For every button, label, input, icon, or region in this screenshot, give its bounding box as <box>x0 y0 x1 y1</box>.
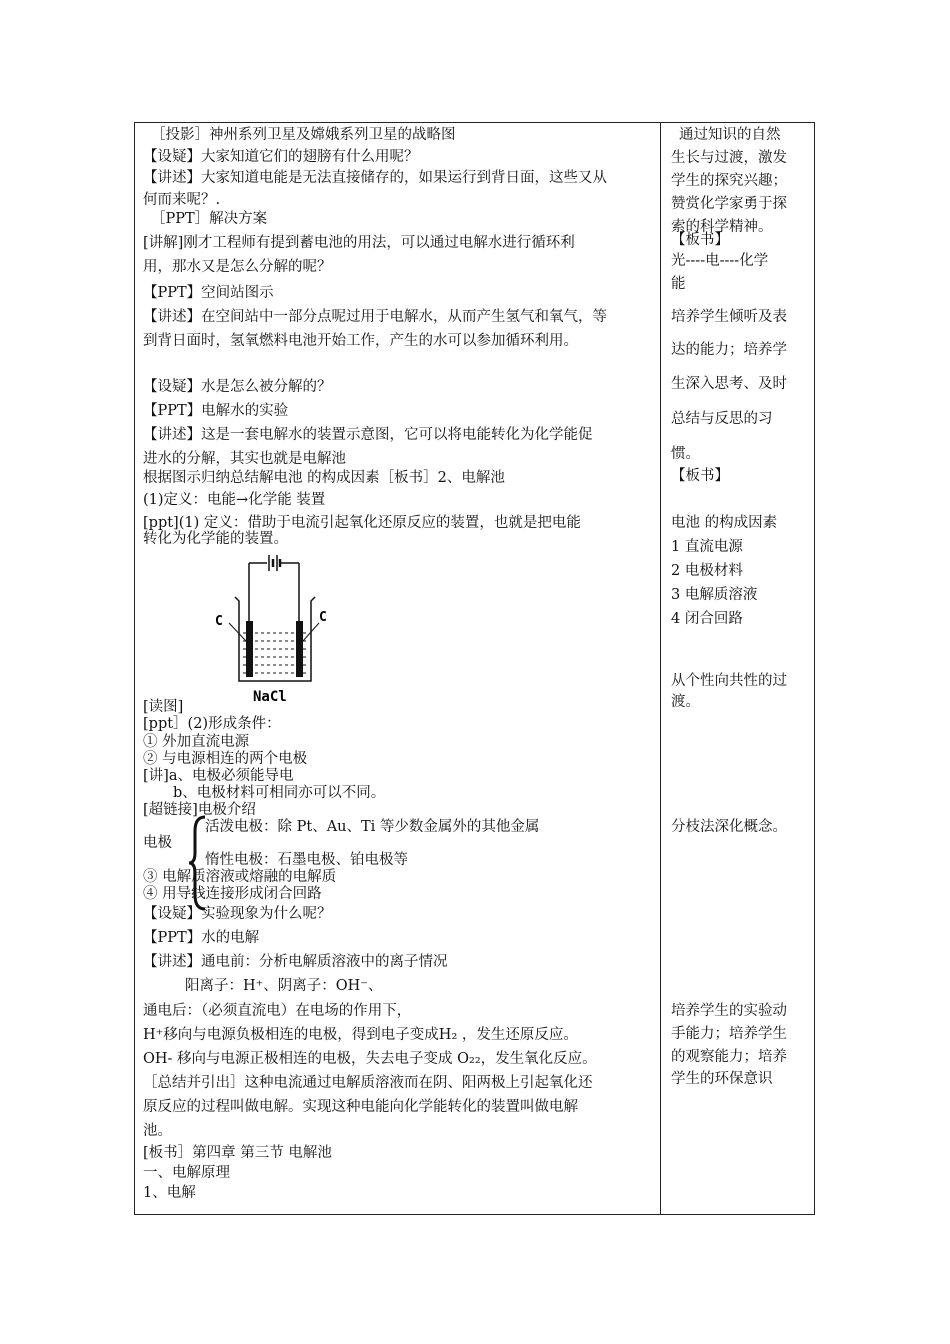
note-line: 生长与过渡，激发 <box>671 150 787 166</box>
text-line: 【PPT】空间站图示 <box>143 285 274 301</box>
note-line: 电池 的构成因素 <box>671 515 778 531</box>
note-line: 手能力；培养学生 <box>671 1026 787 1042</box>
solution-label: NaCl <box>253 689 287 703</box>
text-line: 【设疑】水是怎么被分解的？ <box>143 379 332 395</box>
note-line: 分枝法深化概念。 <box>671 819 787 835</box>
text-line: 用，那水又是怎么分解的呢？ <box>143 259 332 275</box>
text-line: 惰性电极：石墨电极、铂电极等 <box>205 852 408 868</box>
note-line: 1 直流电源 <box>671 539 743 555</box>
text-line: 转化为化学能的装置。 <box>143 531 288 547</box>
lesson-plan-table <box>134 122 815 1215</box>
text-line: OH- 移向与电源正极相连的电极，失去电子变成 O₂₂，发生氧化反应。 <box>143 1051 597 1067</box>
note-line: 通过知识的自然 <box>679 127 781 143</box>
text-line: 原反应的过程叫做电解。实现这种电能向化学能转化的装置叫做电解 <box>143 1099 578 1115</box>
text-line: 【讲述】大家知道电能是无法直接储存的，如果运行到背日面，这些又从 <box>143 170 607 186</box>
text-line: 1、电解 <box>143 1185 196 1201</box>
text-line: H⁺移向与电源负极相连的电极，得到电子变成H₂ ，发生还原反应。 <box>143 1027 578 1043</box>
electrode-label-right: C <box>319 610 327 625</box>
note-line: 生深入思考、及时 <box>671 376 787 392</box>
text-line: 根据图示归纳总结解电池 的构成因素［板书］2、电解池 <box>143 470 505 486</box>
text-line: 活泼电极：除 Pt、Au、Ti 等少数金属外的其他金属 <box>205 819 540 835</box>
text-line: 阳离子：H⁺、阴离子：OH⁻、 <box>185 978 383 994</box>
note-line: 培养学生的实验动 <box>671 1003 787 1019</box>
text-line: 电极 <box>143 835 172 851</box>
text-line: 【讲述】通电前：分析电解质溶液中的离子情况 <box>143 954 448 970</box>
note-line: 培养学生倾听及表 <box>671 309 787 325</box>
text-line: 【PPT】电解水的实验 <box>143 403 289 419</box>
note-line: 2 电极材料 <box>671 563 743 579</box>
text-line: ③ 电解质溶液或熔融的电解质 <box>143 869 337 885</box>
note-line: 索的科学精神。 <box>671 219 773 235</box>
text-line: [ppt］(2)形成条件： <box>143 716 281 732</box>
note-line: 【板书】 <box>671 232 729 248</box>
note-line: 的观察能力；培养 <box>671 1049 787 1065</box>
column-divider <box>660 123 661 1214</box>
text-line: 到背日面时，氢氧燃料电池开始工作，产生的水可以参加循环利用。 <box>143 333 578 349</box>
text-line: [板书］第四章 第三节 电解池 <box>143 1145 332 1161</box>
text-line: 一、电解原理 <box>143 1165 230 1181</box>
text-line: [读图] <box>143 699 184 715</box>
note-line: 惯。 <box>671 446 700 462</box>
text-line: 何而来呢？. <box>143 192 221 208</box>
text-line: 进水的分解，其实也就是电解池 <box>143 451 346 467</box>
text-line: (1)定义：电能→化学能 装置 <box>143 492 326 508</box>
text-line: [讲]a、电极必须能导电 <box>143 768 294 784</box>
text-line: [超链接]电极介绍 <box>143 802 256 818</box>
text-line: [讲解]刚才工程师有提到蓄电池的用法，可以通过电解水进行循环利 <box>143 235 575 251</box>
text-line: ［总结并引出］这种电流通过电解质溶液而在阴、阳两极上引起氧化还 <box>143 1075 593 1091</box>
text-line: ① 外加直流电源 <box>143 734 250 750</box>
text-line: 【PPT】水的电解 <box>143 930 260 946</box>
note-line: 【板书】 <box>671 468 729 484</box>
text-line: ［PPT］解决方案 <box>151 211 268 227</box>
note-line: 3 电解质溶液 <box>671 587 758 603</box>
note-line: 4 闭合回路 <box>671 611 743 627</box>
note-line: 达的能力；培养学 <box>671 342 787 358</box>
note-line: 能 <box>671 276 686 292</box>
text-line: 【讲述】在空间站中一部分点呢过用于电解水，从而产生氢气和氧气，等 <box>143 309 607 325</box>
text-line: ② 与电源相连的两个电极 <box>143 751 308 767</box>
electrode-label-left: C <box>215 614 223 629</box>
note-line: 从个性向共性的过 <box>671 673 787 689</box>
note-line: 渡。 <box>671 694 700 710</box>
text-line: ④ 用导线连接形成闭合回路 <box>143 886 322 902</box>
text-line: 【讲述】这是一套电解水的装置示意图，它可以将电能转化为化学能促 <box>143 427 593 443</box>
text-line: 池。 <box>143 1123 172 1139</box>
note-line: 总结与反思的习 <box>671 411 773 427</box>
text-line: 通电后：（必须直流电）在电场的作用下， <box>143 1003 412 1019</box>
text-line: [ppt](1) 定义：借助于电流引起氧化还原反应的装置，也就是把电能 <box>143 515 581 531</box>
note-line: 学生的环保意识 <box>671 1071 773 1087</box>
text-line: 【设疑】大家知道它们的翅膀有什么用呢？ <box>143 149 419 165</box>
note-line: 学生的探究兴趣； <box>671 173 787 189</box>
electrolysis-diagram <box>213 551 343 703</box>
note-line: 光----电----化学 <box>671 253 769 269</box>
text-line: b、电极材料可相同亦可以不同。 <box>173 785 386 801</box>
note-line: 赞赏化学家勇于探 <box>671 196 787 212</box>
text-line: 【设疑】实验现象为什么呢？ <box>143 906 332 922</box>
text-line: ［投影］神州系列卫星及嫦娥系列卫星的战略图 <box>151 127 456 143</box>
